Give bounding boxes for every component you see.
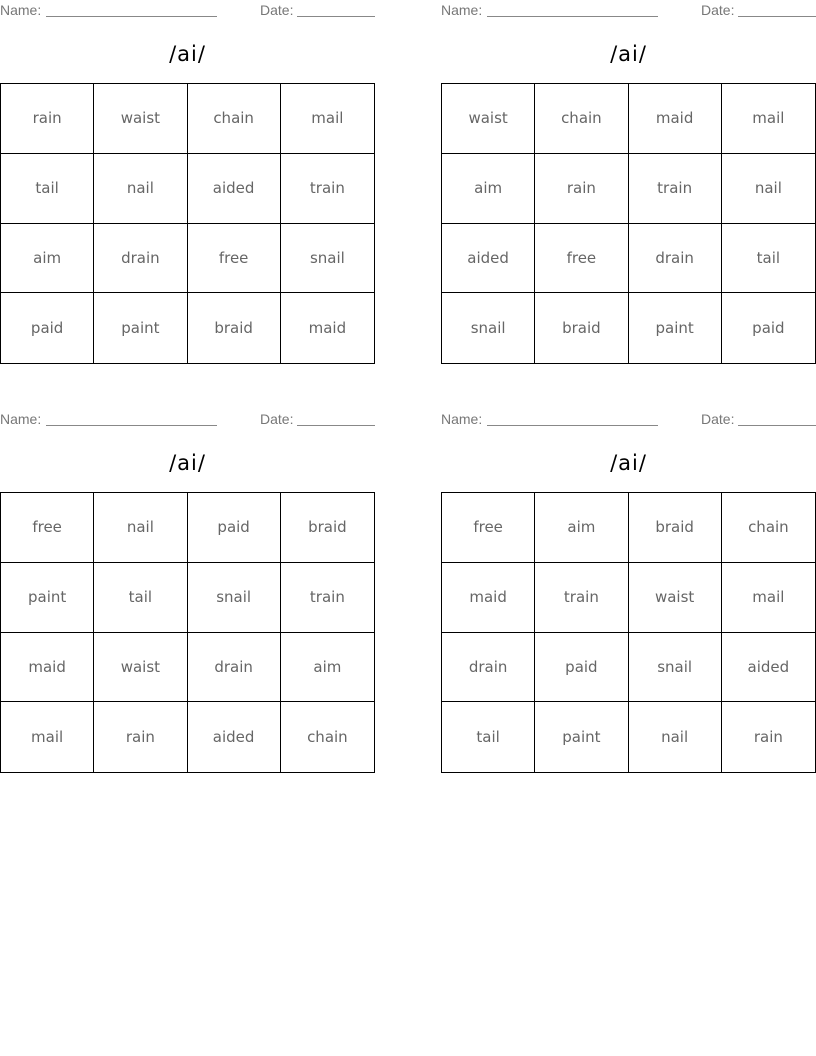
date-blank-line[interactable]: [297, 425, 375, 426]
name-blank-line[interactable]: [487, 425, 658, 426]
bingo-cell: waist: [94, 84, 187, 154]
bingo-cell: mail: [722, 563, 815, 633]
bingo-cell: maid: [308, 319, 347, 338]
bingo-cell: free: [442, 493, 535, 563]
bingo-cell: chain: [722, 493, 815, 563]
bingo-cell: braid: [188, 293, 281, 363]
bingo-cell: rain: [753, 728, 783, 747]
date-label: Date:: [701, 411, 735, 427]
bingo-cell: paid: [752, 319, 785, 338]
bingo-cell: braid: [281, 493, 374, 563]
name-blank-line[interactable]: [487, 16, 658, 17]
bingo-cell: mail: [1, 702, 94, 772]
date-label: Date:: [260, 411, 294, 427]
date-blank-line[interactable]: [738, 425, 816, 426]
bingo-cell: drain: [188, 633, 281, 703]
card-title: /ai/: [169, 451, 206, 475]
bingo-cell: paint: [94, 293, 187, 363]
name-label: Name:: [0, 411, 42, 427]
bingo-cell: chain: [535, 84, 628, 154]
bingo-cell: aided: [188, 702, 281, 772]
bingo-cell: waist: [442, 84, 535, 154]
bingo-cell: paid: [535, 633, 628, 703]
name-blank-line[interactable]: [46, 425, 217, 426]
bingo-cell: maid: [629, 84, 722, 154]
bingo-cell: mail: [281, 84, 374, 154]
bingo-cell: aim: [281, 633, 374, 703]
card-header: [0, 411, 375, 429]
bingo-grid: [0, 492, 375, 773]
bingo-cell: drain: [442, 633, 535, 703]
card-title: /ai/: [610, 451, 647, 475]
bingo-cell: nail: [722, 154, 815, 224]
name-label: Name:: [0, 2, 42, 18]
bingo-cell: drain: [94, 224, 187, 294]
bingo-card: [0, 0, 375, 365]
bingo-cell: free: [188, 224, 281, 294]
bingo-cell: aim: [442, 154, 535, 224]
bingo-card: [441, 0, 816, 365]
bingo-cell: aided: [188, 154, 281, 224]
date-blank-line[interactable]: [297, 16, 375, 17]
bingo-card: [441, 409, 816, 774]
bingo-cell: paid: [188, 493, 281, 563]
bingo-cell: tail: [722, 224, 815, 294]
date-blank-line[interactable]: [738, 16, 816, 17]
bingo-cell: paint: [629, 293, 722, 363]
bingo-cell: maid: [1, 633, 94, 703]
bingo-cell: free: [1, 493, 94, 563]
bingo-cell: snail: [442, 293, 535, 363]
bingo-cell: maid: [442, 563, 535, 633]
bingo-cell: tail: [442, 702, 535, 772]
name-blank-line[interactable]: [46, 16, 217, 17]
bingo-cell: tail: [94, 563, 187, 633]
bingo-cell: nail: [94, 493, 187, 563]
name-label: Name:: [441, 2, 483, 18]
bingo-grid: [441, 83, 816, 364]
bingo-cell: snail: [281, 224, 374, 294]
bingo-cell: train: [535, 563, 628, 633]
bingo-cell: snail: [188, 563, 281, 633]
bingo-cell: mail: [722, 84, 815, 154]
bingo-cell: braid: [629, 493, 722, 563]
bingo-cell: paid: [1, 293, 94, 363]
bingo-card: [0, 409, 375, 774]
card-header: [441, 411, 816, 429]
card-header: [0, 2, 375, 20]
bingo-cell: tail: [1, 154, 94, 224]
bingo-cell: braid: [535, 293, 628, 363]
bingo-cell: rain: [535, 154, 628, 224]
name-label: Name:: [441, 411, 483, 427]
bingo-cell: rain: [94, 702, 187, 772]
bingo-cell: free: [535, 224, 628, 294]
bingo-cell: nail: [629, 702, 722, 772]
date-label: Date:: [701, 2, 735, 18]
bingo-cell: aided: [722, 633, 815, 703]
card-header: [441, 2, 816, 20]
bingo-cell: waist: [94, 633, 187, 703]
bingo-cell: train: [281, 154, 374, 224]
bingo-cell: waist: [629, 563, 722, 633]
bingo-cell: paint: [535, 702, 628, 772]
bingo-cell: chain: [188, 84, 281, 154]
bingo-cell: drain: [629, 224, 722, 294]
bingo-grid: [441, 492, 816, 773]
card-title: /ai/: [169, 42, 206, 66]
bingo-cell: nail: [94, 154, 187, 224]
bingo-cell: train: [281, 563, 374, 633]
bingo-cell: snail: [629, 633, 722, 703]
date-label: Date:: [260, 2, 294, 18]
bingo-cell: rain: [1, 84, 94, 154]
bingo-cell: aim: [1, 224, 94, 294]
bingo-cell: aim: [535, 493, 628, 563]
bingo-cell: train: [629, 154, 722, 224]
bingo-cell: paint: [1, 563, 94, 633]
bingo-grid: [0, 83, 375, 364]
card-title: /ai/: [610, 42, 647, 66]
bingo-cell: chain: [307, 728, 348, 747]
bingo-cell: aided: [442, 224, 535, 294]
